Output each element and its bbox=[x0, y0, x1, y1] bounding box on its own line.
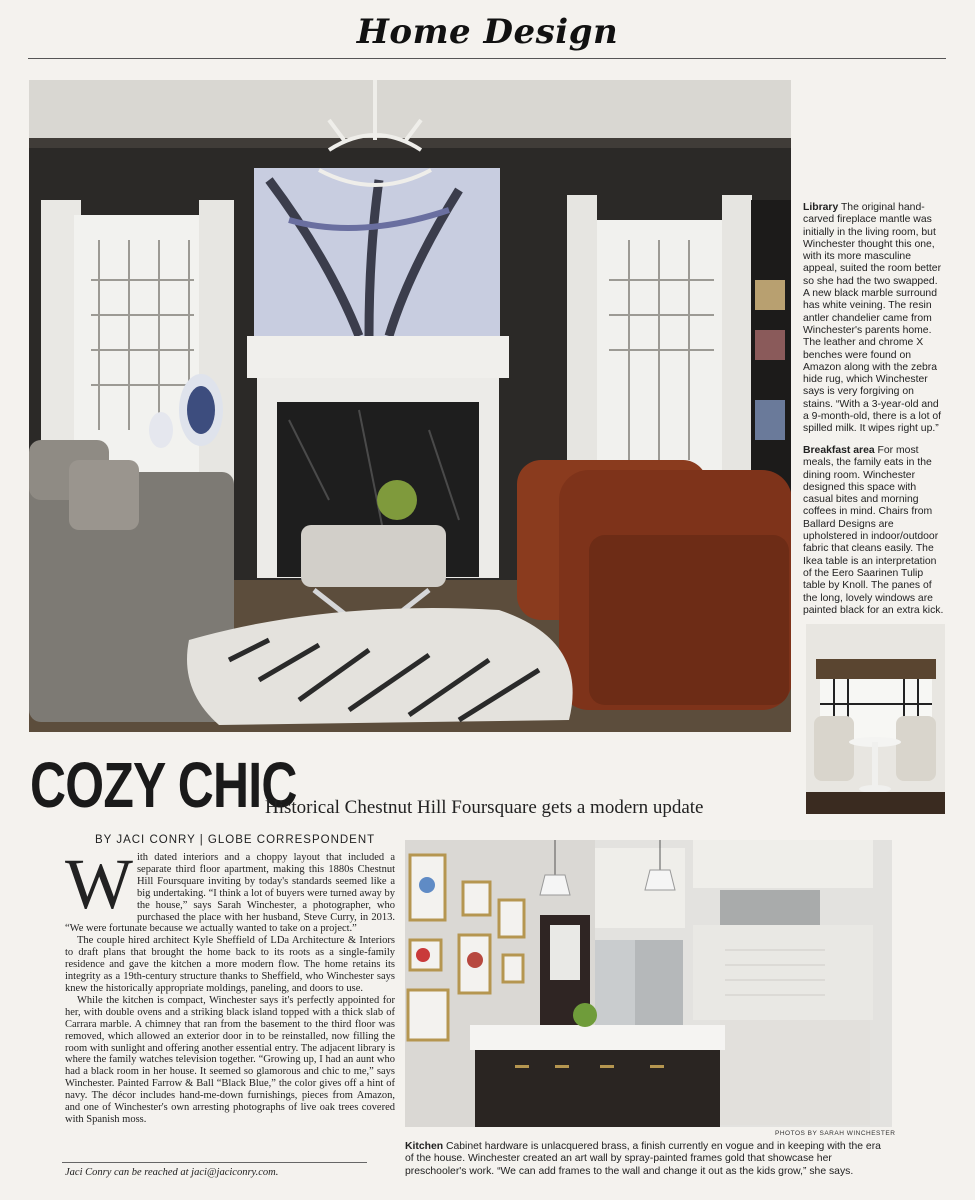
kitchen-photo bbox=[405, 840, 892, 1127]
subheadline: Historical Chestnut Hill Foursquare gets a modern update bbox=[265, 797, 704, 818]
breakfast-caption-label: Breakfast area bbox=[803, 445, 875, 456]
library-caption bbox=[803, 202, 945, 436]
drop-cap: W bbox=[65, 844, 133, 924]
breakfast-photo bbox=[806, 624, 945, 814]
header-rule bbox=[28, 58, 946, 59]
library-photo bbox=[29, 80, 791, 732]
section-title: Home Design bbox=[356, 12, 619, 52]
article-paragraph: While the kitchen is compact, Winchester says it's perfectly appointed for her, with double ovens and a striking black island topped with a thick slab of Carrara marble. A chimney that ran from the basement to the third floor was removed, which allowed an exterior door in to be reinstalled, now filling the room with sunlight and offering another essential entry. The adjacent library is where the family watches television together. “Growing up, I had an aunt who had a black room in her house. It seemed so glamorous and chic to me,” says Winchester. Painted Farrow & Ball “Black Blue,” the color gives off a hint of navy. The décor includes hand-me-down furnishings, pieces from Amazon, and one of Winchester's own arresting photographs of live oak trees covered with Spanish moss. bbox=[65, 994, 395, 1125]
library-caption-text: The original hand-carved fireplace mantle was initially in the living room, but Winchester thought this one, with its more masculine appeal, suited the room better so she had the two swapped. A new black marble surround has white veining. The resin antler chandelier came from Winchester's parents home. The leather and chrome X benches were found on Amazon along with the zebra hide rug, which Winchester says is very forgiving on stains. “With a 3-year-old and a 9-month-old, there is a lot of spilled milk. It wipes right up.” bbox=[803, 202, 942, 435]
library-caption-label: Library bbox=[803, 202, 839, 213]
byline: BY JACI CONRY | GLOBE CORRESPONDENT bbox=[95, 834, 376, 846]
article-paragraph-text: ith dated interiors and a choppy layout that included a separate third floor apartment, making this 1880s Chestnut Hill Foursquare inviting by today's standards seemed like a big undertaking. “I think a lot of buyers were turned away by the house,” says Sarah Winchester, a photographer, who purchased the place with her husband, Steve Curry, in 2013. “We were fortunate because we actually wanted to take on a project.” bbox=[65, 852, 395, 935]
contact-note: Jaci Conry can be reached at jaci@jaciconry.com. bbox=[65, 1167, 279, 1178]
breakfast-caption bbox=[803, 445, 945, 617]
article-body bbox=[65, 844, 395, 1126]
kitchen-caption-text: Cabinet hardware is unlacquered brass, a finish currently en vogue and in keeping with the era of the house. Winchester created an art wall by spray-painted frames gold that showcase her preschooler's work. “We can add frames to the wall and change it out as the kids grow,” she says. bbox=[405, 1141, 881, 1177]
kitchen-caption-label: Kitchen bbox=[405, 1141, 444, 1152]
photo-credit: PHOTOS BY SARAH WINCHESTER bbox=[775, 1130, 896, 1137]
article-paragraph bbox=[65, 844, 395, 935]
kitchen-caption bbox=[405, 1141, 890, 1178]
footer-rule bbox=[62, 1162, 367, 1163]
article-paragraph: The couple hired architect Kyle Sheffield of LDa Architecture & Interiors to draft plans that brought the home back to its roots as a single-family residence and gave the kitchen a more modern flow. The home retains its integrity as a 19th-century structure thanks to Sheffield, who Winchester says knew the historically appropriate moldings, paneling, and doors to use. bbox=[65, 935, 395, 994]
breakfast-caption-text: For most meals, the family eats in the dining room. Winchester designed this space with casual bites and morning coffees in mind. Chairs from Ballard Designs are upholstered in indoor/outdoor fabric that cleans easily. The Ikea table is an interpretation of the Eero Saarinen Tulip table by Knoll. The panes of the long, lovely windows are painted black for an extra kick. bbox=[803, 445, 944, 616]
headline: COZY CHIC bbox=[30, 749, 297, 821]
